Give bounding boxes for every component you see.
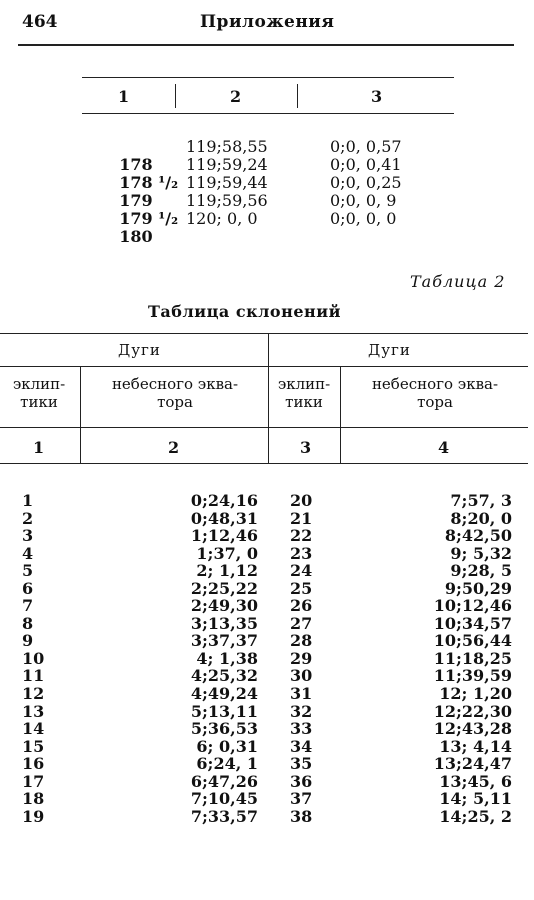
column-equator-arcs-2 [340,492,512,825]
group-header-arcs-left: Дуги [118,341,161,359]
table-2-cell: 1 [22,491,34,510]
table-1-header-rule [82,113,454,114]
table-2-cell: 7;33,57 [190,806,258,826]
subheader-ecliptic [0,375,78,411]
table-2-cell: 22 [290,526,313,546]
table-2-cell: 17 [22,771,45,791]
table-1-cell: 0;0, 0,57 [330,137,402,156]
subheader-equator-text: небесного эква- тора [111,375,239,411]
column-equator-arcs [80,492,258,825]
table-1-cell: 178 [119,155,153,174]
table-2-top-rule [0,333,528,334]
table-2-cell: 13;45, 6 [439,771,512,791]
table-2-cell: 12;43,28 [433,719,512,739]
table-1-cell: 179 [119,191,153,210]
table-2-cell: 29 [290,648,313,668]
table-1-col-2-header: 2 [230,87,242,106]
table-2-cell: 4;25,32 [190,666,258,686]
subheader-ecliptic-2 [270,375,338,411]
table-2-cell: 18 [22,789,45,809]
table-2-cell: 21 [290,508,313,528]
table-2-cell: 2;49,30 [190,596,258,616]
table-1-cell: 178 ¹/₂ [119,173,179,192]
table-1-cell: 119;59,56 [186,191,268,210]
table-2-cell: 6; 0,31 [196,736,258,756]
table-2-cell: 20 [290,491,313,510]
table-1-cell: 0;0, 0, 9 [330,191,397,210]
table-2-col-divider [80,366,81,463]
table-2-cell: 6;24, 1 [196,754,258,774]
table-2-cell: 30 [290,666,313,686]
table-2-cell: 32 [290,701,313,721]
table-1-col-3-header: 3 [371,87,383,106]
table-2-cell: 33 [290,719,313,739]
table-2-cell: 10;56,44 [433,631,512,651]
column-ecliptic-arcs [22,492,62,825]
table-2-col-2-number: 2 [168,438,180,457]
header-rule [18,44,514,46]
table-2-cell: 9 [22,631,34,651]
table-2-cell: 19 [22,806,45,826]
subheader-equator-2 [342,375,528,411]
table-1-cell: 119;58,55 [186,137,268,156]
page-title: Приложения [200,12,335,32]
table-2-title: Таблица склонений [148,302,341,321]
table-2-cell: 23 [290,543,313,563]
table-2-col-1-number: 1 [33,438,45,457]
table-2-cell: 5;13,11 [190,701,258,721]
table-1-top-rule [82,77,454,78]
table-1-cell: 119;59,44 [186,173,268,192]
table-2-subheader-rule [0,427,528,428]
table-1-cell: 120; 0, 0 [186,209,258,228]
table-2-cell: 8 [22,613,34,633]
table-1-row [97,210,153,246]
column-ecliptic-arcs-2 [290,492,330,825]
subheader-ecliptic-text: эклип- тики [12,375,66,411]
subheader-equator [82,375,268,411]
table-2-cell: 3;37,37 [190,631,258,651]
page-number: 464 [22,12,58,32]
table-2-cell: 35 [290,754,313,774]
table-2-cell: 12 [22,684,45,704]
table-2-cell: 9;28, 5 [450,561,512,581]
table-2-cell: 10;34,57 [433,613,512,633]
table-2-cell: 13;24,47 [433,754,512,774]
table-2-cell: 9; 5,32 [450,543,512,563]
table-2-group-divider [268,333,269,463]
table-2-cell: 8;42,50 [444,526,512,546]
table-2-cell: 1;12,46 [190,526,258,546]
table-2-cell: 11 [22,666,45,686]
table-2-cell: 10;12,46 [433,596,512,616]
table-1-cell: 0;0, 0,41 [330,155,402,174]
table-2-cell: 11;18,25 [433,648,512,668]
table-2-cell: 9;50,29 [444,578,512,598]
table-2-cell: 25 [290,578,313,598]
table-2-cell: 7 [22,596,34,616]
table-2-cell: 36 [290,771,313,791]
table-2-cell: 11;39,59 [433,666,512,686]
table-2-cell: 2; 1,12 [196,561,258,581]
table-2-cell: 12; 1,20 [439,684,512,704]
table-2-cell: 28 [290,631,313,651]
table-2-cell: 37 [290,789,313,809]
table-2-col-divider [340,366,341,463]
table-2-caption: Таблица 2 [410,272,506,291]
table-2-cell: 13 [22,701,45,721]
table-2-cell: 10 [22,648,45,668]
table-1-col-1-header: 1 [118,87,130,106]
table-2-cell: 0;48,31 [190,508,258,528]
table-2-cell: 12;22,30 [433,701,512,721]
table-2-cell: 14 [22,719,45,739]
subheader-equator-2-text: небесного эква- тора [371,375,499,411]
table-2-cell: 26 [290,596,313,616]
table-1-cell: 119;59,24 [186,155,268,174]
table-2-cell: 14;25, 2 [439,806,512,826]
table-2-cell: 7;57, 3 [450,491,512,510]
table-2-cell: 24 [290,561,313,581]
table-1-cell: 180 [119,227,153,246]
table-2-cell: 5 [22,561,34,581]
table-2-cell: 8;20, 0 [450,508,512,528]
table-2-cell: 5;36,53 [190,719,258,739]
table-2-cell: 14; 5,11 [439,789,512,809]
table-2-cell: 0;24,16 [190,491,258,510]
table-2-cell: 6 [22,578,34,598]
table-2-cell: 1;37, 0 [196,543,258,563]
table-2-cell: 4; 1,38 [196,648,258,668]
table-2-cell: 13; 4,14 [439,736,512,756]
table-2-cell: 27 [290,613,313,633]
table-2-cell: 34 [290,736,313,756]
table-1-col-divider [297,84,298,108]
table-1-cell: 0;0, 0,25 [330,173,402,192]
table-2-header-rule [0,463,528,464]
table-2-cell: 15 [22,736,45,756]
table-2-cell: 38 [290,806,313,826]
table-2-col-4-number: 4 [438,438,450,457]
group-header-arcs-right: Дуги [368,341,411,359]
table-2-cell: 7;10,45 [190,789,258,809]
table-2-cell: 3 [22,526,34,546]
subheader-ecliptic-2-text: эклип- тики [277,375,331,411]
table-2-cell: 3;13,35 [190,613,258,633]
table-2-cell: 4;49,24 [190,684,258,704]
table-2-col-3-number: 3 [300,438,312,457]
table-2-cell: 4 [22,543,34,563]
table-2-cell: 2 [22,508,34,528]
table-1-col-divider [175,84,176,108]
table-2-cell: 6;47,26 [190,771,258,791]
table-1-cell: 179 ¹/₂ [119,209,179,228]
table-2-cell: 31 [290,684,313,704]
table-2-cell: 16 [22,754,45,774]
table-2-cell: 2;25,22 [190,578,258,598]
table-1-cell: 0;0, 0, 0 [330,209,397,228]
